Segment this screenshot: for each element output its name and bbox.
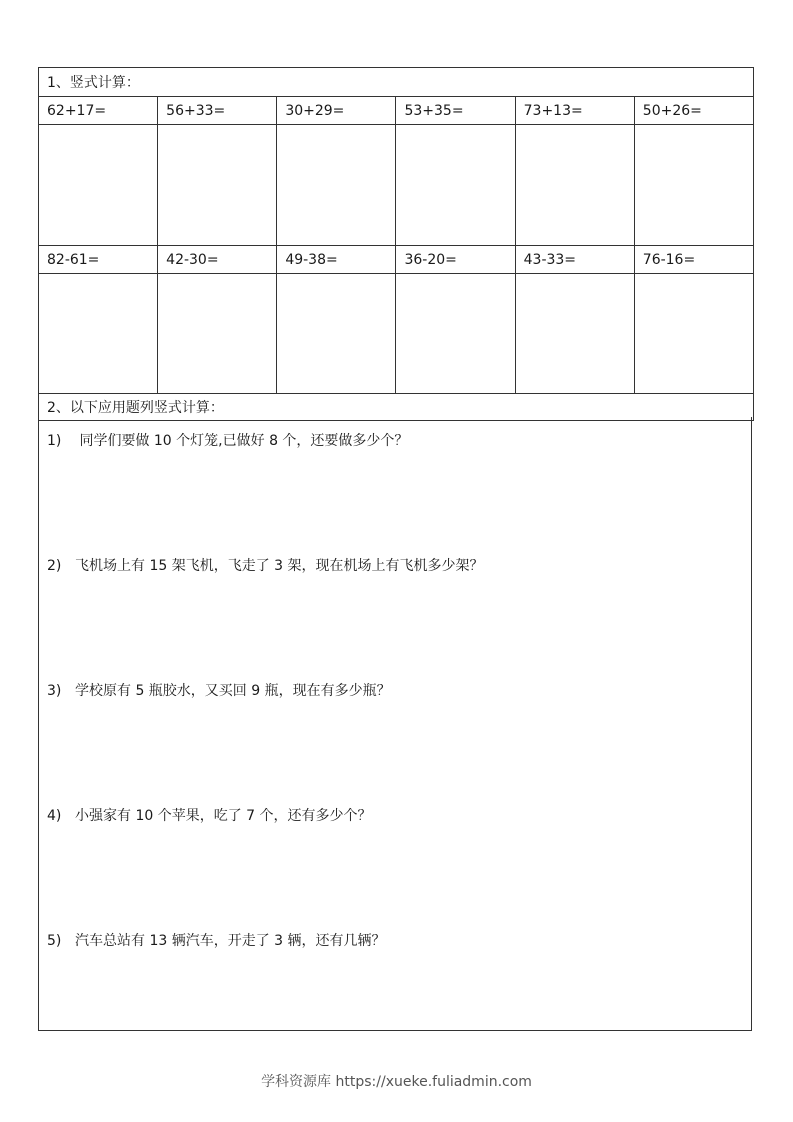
expr-row-addition xyxy=(39,97,754,125)
expr-row-subtraction xyxy=(39,246,754,274)
work-area[interactable] xyxy=(396,125,515,246)
word-problem-2 xyxy=(47,555,484,575)
work-row xyxy=(39,125,754,246)
work-area[interactable] xyxy=(39,274,158,394)
problem-number: 5) xyxy=(47,933,62,949)
footer-watermark: 学科资源库 https://xueke.fuliadmin.com xyxy=(261,1074,532,1090)
problem-number: 3) xyxy=(47,683,62,699)
expr-cell: 36-20= xyxy=(396,246,515,274)
expr-cell: 53+35= xyxy=(396,97,515,125)
word-problems-box xyxy=(38,417,752,1031)
section1-title: 1、竖式计算： xyxy=(39,68,754,97)
expr-cell: 56+33= xyxy=(158,97,277,125)
work-row xyxy=(39,274,754,394)
expr-cell: 50+26= xyxy=(634,97,753,125)
word-problem-4 xyxy=(47,805,372,825)
expr-cell: 30+29= xyxy=(277,97,396,125)
calc-section xyxy=(38,67,754,421)
work-area[interactable] xyxy=(277,125,396,246)
word-problem-3 xyxy=(47,680,391,700)
expr-cell: 82-61= xyxy=(39,246,158,274)
work-area[interactable] xyxy=(515,274,634,394)
expr-cell: 42-30= xyxy=(158,246,277,274)
problem-text: 学校原有 5 瓶胶水，又买回 9 瓶，现在有多少瓶？ xyxy=(75,683,391,699)
section2-title: 2、以下应用题列竖式计算： xyxy=(39,394,754,421)
work-area[interactable] xyxy=(277,274,396,394)
expr-cell: 73+13= xyxy=(515,97,634,125)
problem-text: 同学们要做 10 个灯笼,已做好 8 个，还要做多少个？ xyxy=(75,433,409,449)
expr-cell: 49-38= xyxy=(277,246,396,274)
work-area[interactable] xyxy=(158,125,277,246)
problem-number: 4) xyxy=(47,808,62,824)
problem-number: 1) xyxy=(47,433,62,449)
vertical-calc-table xyxy=(38,67,754,421)
problem-text: 汽车总站有 13 辆汽车，开走了 3 辆，还有几辆？ xyxy=(75,933,386,949)
work-area[interactable] xyxy=(634,274,753,394)
work-area[interactable] xyxy=(39,125,158,246)
expr-cell: 62+17= xyxy=(39,97,158,125)
expr-cell: 76-16= xyxy=(634,246,753,274)
problem-text: 飞机场上有 15 架飞机，飞走了 3 架，现在机场上有飞机多少架？ xyxy=(75,558,484,574)
problem-number: 2) xyxy=(47,558,62,574)
word-problem-1 xyxy=(47,430,408,450)
problem-text: 小强家有 10 个苹果，吃了 7 个，还有多少个？ xyxy=(75,808,372,824)
work-area[interactable] xyxy=(634,125,753,246)
work-area[interactable] xyxy=(515,125,634,246)
work-area[interactable] xyxy=(158,274,277,394)
word-problem-5 xyxy=(47,930,386,950)
expr-cell: 43-33= xyxy=(515,246,634,274)
work-area[interactable] xyxy=(396,274,515,394)
